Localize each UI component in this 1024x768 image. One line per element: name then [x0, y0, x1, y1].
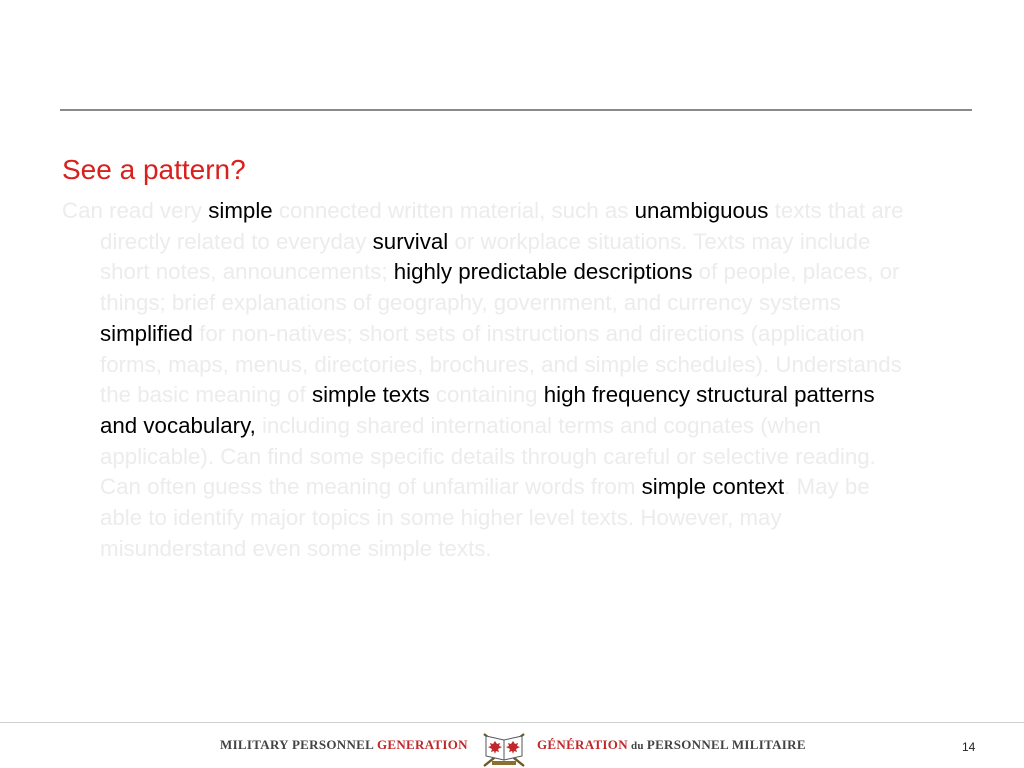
highlighted-phrase: simple context — [641, 474, 785, 500]
body-text-segment: including shared international terms and cognates (when applicable). Can find some specific details through careful or selective reading. Can often guess the meaning of unfamiliar words from — [100, 412, 876, 500]
footer-french-title — [537, 737, 806, 753]
slide-body-paragraph — [62, 196, 912, 564]
footer-divider — [0, 722, 1024, 723]
footer-left-highlight: GENERATION — [376, 737, 468, 752]
footer-left-prefix: MILITARY PERSONNEL — [220, 737, 377, 752]
page-number: 14 — [962, 740, 976, 754]
highlighted-phrase: simplified — [100, 320, 193, 346]
footer — [0, 724, 1024, 768]
body-text-segment: for non-natives; short sets of instructions and directions (application forms, maps, menus, directories, brochures, and simple schedules). Understands the basic meaning of — [100, 320, 902, 408]
body-text-segment: or workplace situations. Texts may include short notes, announcements; — [100, 228, 871, 285]
footer-right-suffix: PERSONNEL MILITAIRE — [646, 737, 806, 752]
highlighted-phrase: highly predictable descriptions — [393, 259, 693, 285]
footer-right-du: du — [627, 740, 647, 752]
highlighted-phrase: simple — [208, 198, 273, 223]
highlighted-phrase: high frequency structural patterns and vocabulary, — [100, 382, 875, 438]
body-text-segment: texts that are directly related to everyday — [100, 198, 904, 254]
highlighted-phrase: simple texts — [311, 382, 430, 408]
footer-english-title — [220, 737, 468, 753]
military-personnel-generation-crest-icon — [478, 726, 530, 768]
top-divider — [60, 109, 972, 111]
highlighted-phrase: survival — [372, 228, 449, 254]
slide-title: See a pattern? — [62, 154, 246, 185]
body-text-segment: . May be able to identify major topics in some higher level texts. However, may misunderstand even some simple texts. — [100, 474, 870, 561]
footer-right-highlight: GÉNÉRATION — [537, 737, 628, 752]
body-text-segment: connected written material, such as — [272, 198, 635, 223]
body-text-segment: Can read very — [62, 198, 209, 223]
highlighted-phrase: unambiguous — [634, 198, 769, 223]
body-text-segment: of people, places, or things; brief explanations of geography, government, and currency systems — [100, 259, 900, 316]
body-text-segment: containing — [429, 382, 544, 408]
